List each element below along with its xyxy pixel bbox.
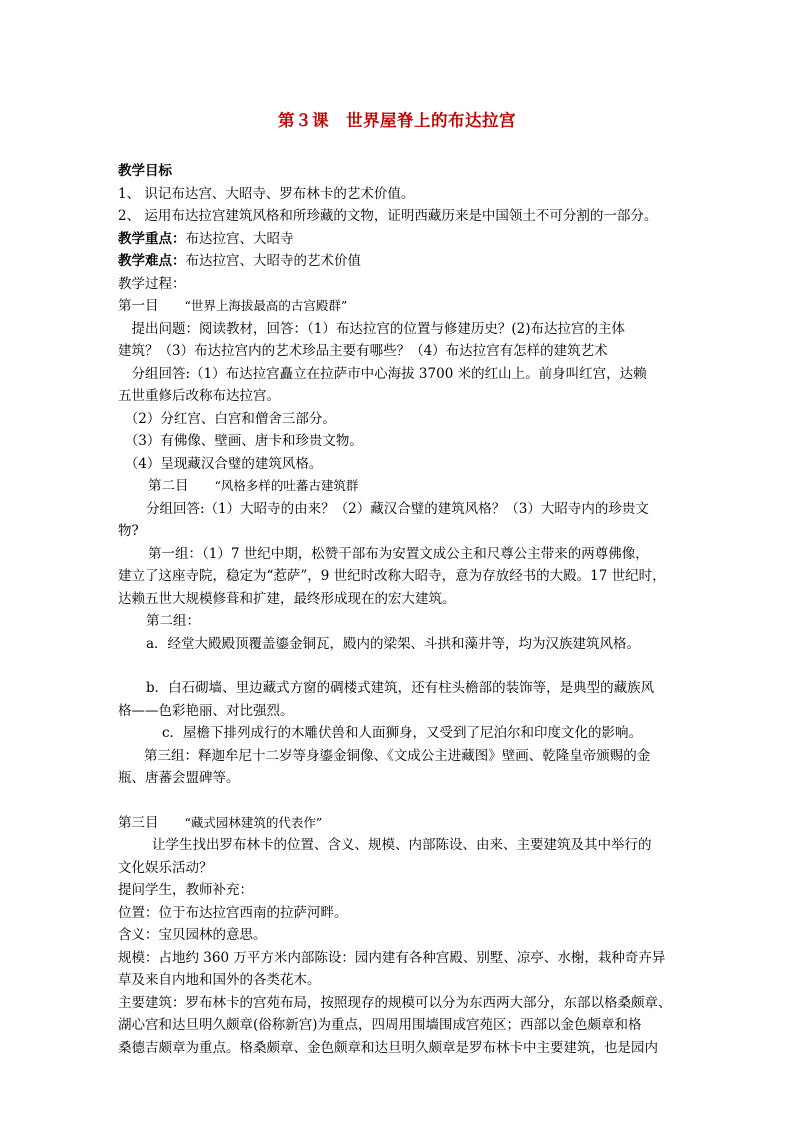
main-buildings-text-2: 湖心宫和达旦明久颇章(俗称新宫)为重点，四周用围墙围成宫苑区；西部以金色颇章和格 — [118, 1017, 642, 1033]
main-buildings-text-3: 桑德吉颇章为重点。格桑颇章、金色颇章和达旦明久颇章是罗布林卡中主要建筑，也是园内 — [118, 1039, 658, 1056]
teaching-process: 教学过程： — [118, 275, 186, 292]
section-1-answer: 分组回答:（1）布达拉宫矗立在拉萨市中心海拔 3700 米的红山上。前身叫红宫，达赖 — [118, 365, 647, 382]
section-1-answer-cont: 五世重修后改称布达拉宫。 — [118, 388, 280, 404]
key-points-text: 布达拉宫、大昭寺 — [185, 230, 294, 247]
document-body — [118, 160, 678, 1059]
teacher-supplement: 提问学生，教师补充： — [118, 882, 253, 898]
group-3-answer: 第三组：释迦牟尼十二岁等身鎏金铜像、《文成公主进藏图》壁画、乾隆皇帝颁赐的金 — [144, 747, 651, 764]
page-title: 第３课 世界屋脊上的布达拉宫 — [278, 111, 516, 130]
group-3-answer-cont: 瓶、唐蕃会盟碑等。 — [118, 770, 240, 786]
objective-1: 1、 识记布达宫、大昭寺、罗布林卡的艺术价值。 — [118, 185, 415, 202]
meaning-text: 含义：宝贝园林的意思。 — [118, 927, 267, 943]
section-3-task-cont: 文化娱乐活动？ — [118, 859, 213, 876]
scale-text: 规模：占地约 360 万平方米内部陈设：园内建有各种宫殿、别墅、凉亭、水榭，栽种奇卉异 — [118, 949, 666, 966]
section-2-title: “风格多样的吐蕃古建筑群 — [214, 478, 359, 493]
difficult-points-label: 教学难点： — [118, 253, 186, 269]
section-1-answer-2: （2）分红宫、白宫和僧舍三部分。 — [118, 410, 336, 427]
scale-text-cont: 草及来自内地和国外的各类花木。 — [118, 972, 321, 988]
difficult-points — [118, 250, 678, 273]
section-2-label: 第二目 — [148, 478, 189, 494]
group-2-point-c: c．屋檐下排列成行的木雕伏兽和人面狮身，又受到了尼泊尔和印度文化的影响。 — [162, 725, 643, 741]
group-2-point-a: a．经堂大殿殿顶覆盖鎏金铜瓦，殿内的梁架、斗拱和藻井等，均为汉族建筑风格。 — [146, 635, 641, 652]
objective-2: 2、 运用布达拉宫建筑风格和所珍藏的文物，证明西藏历来是中国领土不可分割的一部分。 — [118, 208, 658, 224]
key-points-label: 教学重点： — [118, 230, 186, 247]
section-2-question-cont: 物? — [118, 523, 139, 539]
section-3-label: 第三目 — [118, 814, 159, 831]
section-2-heading — [118, 475, 678, 498]
section-1-label: 第一目 — [118, 298, 159, 314]
group-2-point-b-cont: 格——色彩艳丽、对比强烈。 — [118, 702, 294, 719]
group-1-answer-end: 达赖五世大规模修葺和扩建，最终形成现在的宏大建筑。 — [118, 590, 456, 607]
section-3-heading — [118, 812, 678, 835]
group-2-label: 第二组： — [146, 613, 200, 629]
section-1-question-cont: 建筑？（3）布达拉宫内的艺术珍品主要有哪些？（4）布达拉宫有怎样的建筑艺术 — [118, 343, 608, 359]
section-3-title: “藏式园林建筑的代表作” — [184, 814, 323, 830]
group-1-answer-cont: 建立了这座寺院，稳定为“惹萨”，9 世纪时改称大昭寺，意为存放经书的大殿。17 世纪时， — [118, 568, 666, 584]
section-2-question: 分组回答:（1）大昭寺的由来？（2）藏汉合璧的建筑风格？（3）大昭寺内的珍贵文 — [146, 500, 649, 517]
location-text: 位置：位于布达拉宫西南的拉萨河畔。 — [118, 904, 348, 921]
main-buildings-text: 主要建筑：罗布林卡的宫苑布局，按照现存的规模可以分为东西两大部分，东部以格桑颇章、 — [118, 994, 672, 1011]
group-2-point-b: b．白石砌墙、里边藏式方窗的碉楼式建筑，还有柱头檐部的装饰等，是典型的藏族风 — [146, 680, 655, 696]
difficult-points-text: 布达拉宫、大昭寺的艺术价值 — [185, 253, 361, 269]
section-1-answer-3: （3）有佛像、壁画、唐卡和珍贵文物。 — [118, 433, 363, 449]
section-1-title: “世界上海拔最高的古宫殿群” — [184, 298, 348, 313]
objectives-heading: 教学目标 — [118, 163, 172, 179]
section-1-heading — [118, 295, 678, 318]
section-1-answer-4: （4）呈现藏汉合璧的建筑风格。 — [118, 455, 323, 472]
section-1-question: 提出问题：阅读教材，回答：（1）布达拉宫的位置与修建历史？(2)布达拉宫的主体 — [118, 320, 625, 337]
key-points — [118, 228, 678, 251]
section-3-task: 让学生找出罗布林卡的位置、含义、规模、内部陈设、由来、主要建筑及其中举行的 — [152, 837, 652, 853]
group-1-answer: 第一组：（1）7 世纪中期，松赞干部布为安置文成公主和尺尊公主带来的两尊佛像， — [148, 545, 649, 562]
